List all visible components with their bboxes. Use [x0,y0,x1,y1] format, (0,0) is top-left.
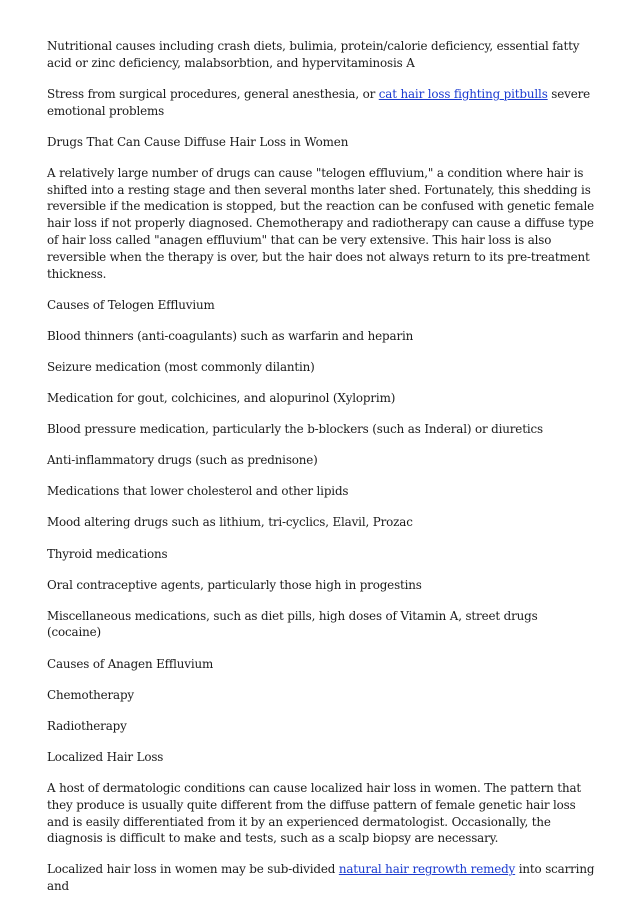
paragraph [47,297,595,314]
paragraph [47,86,595,120]
document-page [47,38,595,909]
paragraph [47,577,595,594]
paragraph-text: Oral contraceptive agents, particularly those high in progestins [47,577,422,592]
paragraph-text: Mood altering drugs such as lithium, tri-cyclics, Elavil, Prozac [47,515,413,530]
paragraph-text: A host of dermatologic conditions can cause localized hair loss in women. The pattern that they produce is usually quite different from the diffuse pattern of female genetic hair loss and is easily differentiated from it by an experienced dermatologist. Occasionally, the diagnosis is difficult to make and tests, such as a scalp biopsy are necessary. [47,780,582,846]
paragraph [47,608,595,642]
paragraph-text: into scarring and [47,862,595,894]
inline-link[interactable]: cat hair loss fighting pitbulls [378,86,548,101]
paragraph-text: Stress from surgical procedures, general anesthesia, or [47,86,379,101]
paragraph-text: Anti-inflammatory drugs (such as prednisone) [47,453,318,468]
paragraph-text: Drugs That Can Cause Diffuse Hair Loss in Women [47,134,349,149]
paragraph [47,546,595,563]
paragraph [47,38,595,72]
paragraph [47,687,595,704]
paragraph-text: Nutritional causes including crash diets, bulimia, protein/calorie deficiency, essential fatty acid or zinc deficiency, malabsorbtion, and hypervitaminosis A [47,39,580,70]
paragraph-text: Seizure medication (most commonly dilantin) [47,359,315,374]
paragraph-text: Causes of Telogen Effluvium [47,297,215,312]
paragraph-text: Radiotherapy [47,718,127,733]
paragraph [47,861,595,895]
inline-link[interactable]: natural hair regrowth remedy [338,862,516,877]
paragraph [47,483,595,500]
paragraph-text: Blood pressure medication, particularly the b-blockers (such as Inderal) or diuretics [47,422,543,437]
paragraph-text: Blood thinners (anti-coagulants) such as warfarin and heparin [47,328,414,343]
paragraph [47,656,595,673]
paragraph [47,390,595,407]
paragraph-text: Medication for gout, colchicines, and alopurinol (Xyloprim) [47,391,396,406]
paragraph-text: Thyroid medications [47,546,168,561]
paragraph-text: Localized hair loss in women may be sub-divided [47,862,339,877]
paragraph [47,749,595,766]
paragraph [47,359,595,376]
paragraph-text: Chemotherapy [47,687,135,702]
paragraph [47,780,595,847]
paragraph [47,421,595,438]
paragraph-text: A relatively large number of drugs can cause "telogen effluvium," a condition where hair is shifted into a resting stage and then several months later shed. Fortunately, this shedding is reversible if the medication is stopped, but the reaction can be confused with genetic female hair loss if not properly diagnosed. Chemotherapy and radiotherapy can cause a diffuse type of hair loss called "anagen effluvium" that can be very extensive. This hair loss is also reversible when the therapy is over, but the hair does not always return to its pre-treatment thickness. [47,165,595,281]
paragraph-text: Localized Hair Loss [47,749,164,764]
paragraph-text: Medications that lower cholesterol and other lipids [47,484,349,499]
paragraph [47,328,595,345]
paragraph [47,452,595,469]
paragraph-text: Miscellaneous medications, such as diet pills, high doses of Vitamin A, street drugs (cocaine) [47,608,538,640]
paragraph [47,514,595,531]
paragraph [47,134,595,151]
paragraph [47,718,595,735]
paragraph [47,165,595,283]
paragraph-text: severe emotional problems [47,86,591,118]
paragraph-text: Causes of Anagen Effluvium [47,656,214,671]
